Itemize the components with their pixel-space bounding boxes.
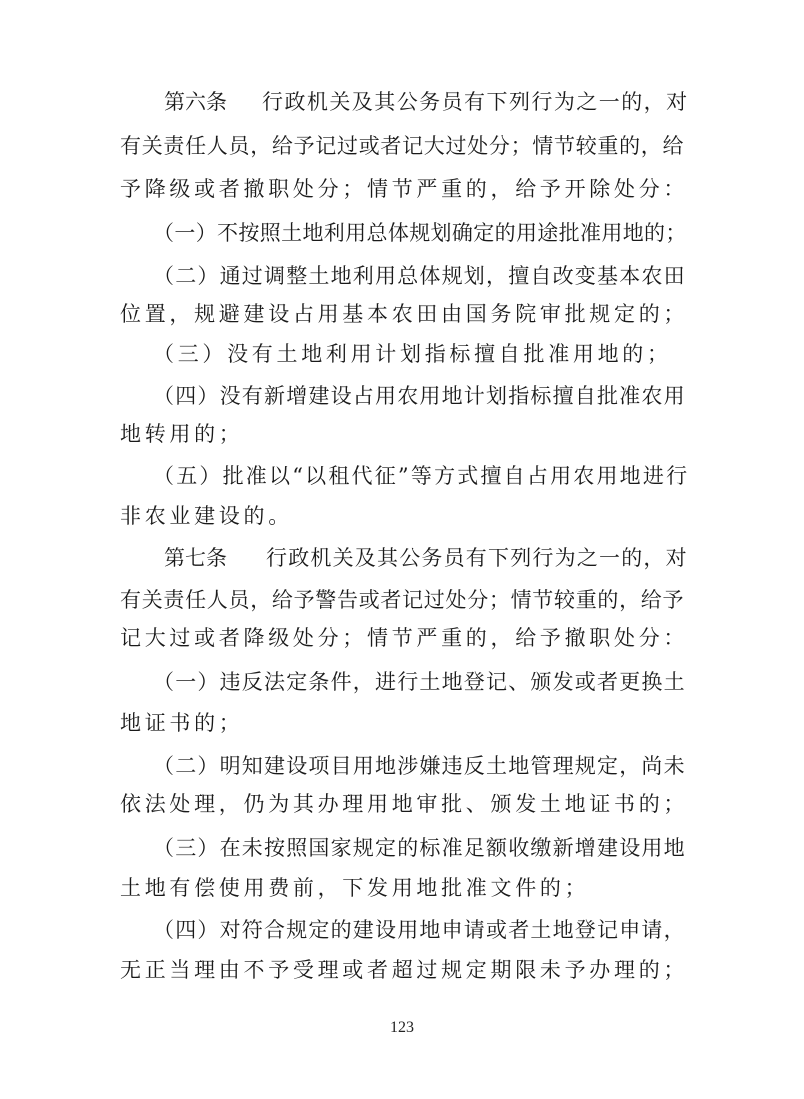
text-line — [0, 664, 804, 700]
article-7-label: 第七条 — [164, 546, 227, 570]
text-line-content: 地转用的； — [120, 422, 244, 446]
text-line-content: 土地有偿使用费前，下发用地批准文件的； — [120, 876, 590, 900]
text-line — [0, 458, 804, 494]
text-line-content: 予降级或者撤职处分；情节严重的，给予开除处分： — [120, 177, 689, 201]
text-line-content: （三）没有土地利用计划指标擅自批准用地的； — [153, 342, 672, 366]
text-line-content: 依法处理，仍为其办理用地审批、颁发土地证书的； — [120, 792, 689, 816]
text-line — [0, 128, 804, 164]
text-line — [0, 215, 804, 251]
text-line — [0, 416, 804, 452]
article-6-heading-line — [0, 84, 804, 120]
text-line — [0, 952, 804, 988]
text-line-content: （四）没有新增建设占用农用地计划指标擅自批准农用 — [153, 384, 686, 408]
text-line-content: （二）通过调整土地利用总体规划，擅自改变基本农田 — [153, 264, 686, 288]
text-line-content: （一）违反法定条件，进行土地登记、颁发或者更换土 — [153, 670, 686, 694]
text-line — [0, 171, 804, 207]
text-line-content: （五）批准以“以租代征”等方式擅自占用农用地进行 — [153, 464, 690, 488]
page-number: 123 — [390, 1019, 414, 1036]
text-line-content: 有关责任人员，给予记过或者记大过处分；情节较重的，给 — [120, 134, 685, 158]
text-line-content: （三）在未按照国家规定的标准足额收缴新增建设用地 — [153, 836, 686, 860]
text-line-content: 记大过或者降级处分；情节严重的，给予撤职处分： — [120, 626, 689, 650]
text-line — [0, 830, 804, 866]
text-line-content: （一）不按照土地利用总体规划确定的用途批准用地的； — [153, 221, 687, 245]
text-line — [0, 748, 804, 784]
text-line-content: 非农业建设的。 — [120, 504, 293, 528]
text-line-content: （四）对符合规定的建设用地申请或者土地登记申请， — [153, 918, 686, 942]
text-line — [0, 582, 804, 618]
article-6-first-line: 行政机关及其公务员有下列行为之一的，对 — [262, 90, 689, 114]
text-line-content: （二）明知建设项目用地涉嫌违反土地管理规定，尚未 — [153, 754, 686, 778]
text-line — [0, 336, 804, 372]
text-line — [0, 498, 804, 534]
text-line — [0, 620, 804, 656]
text-line-content: 位置，规避建设占用基本农田由国务院审批规定的； — [120, 302, 689, 326]
text-line-content: 有关责任人员，给予警告或者记过处分；情节较重的，给予 — [120, 588, 685, 612]
article-7-first-line: 行政机关及其公务员有下列行为之一的，对 — [266, 546, 688, 570]
text-line — [0, 870, 804, 906]
article-7-heading-line — [0, 540, 804, 576]
text-line — [0, 912, 804, 948]
text-line-content: 地证书的； — [120, 711, 244, 735]
article-6-label: 第六条 — [164, 90, 227, 114]
text-line — [0, 258, 804, 294]
text-line — [0, 296, 804, 332]
text-line — [0, 378, 804, 414]
text-line — [0, 786, 804, 822]
text-line — [0, 705, 804, 741]
text-line-content: 无正当理由不予受理或者超过规定期限未予办理的； — [120, 958, 689, 982]
